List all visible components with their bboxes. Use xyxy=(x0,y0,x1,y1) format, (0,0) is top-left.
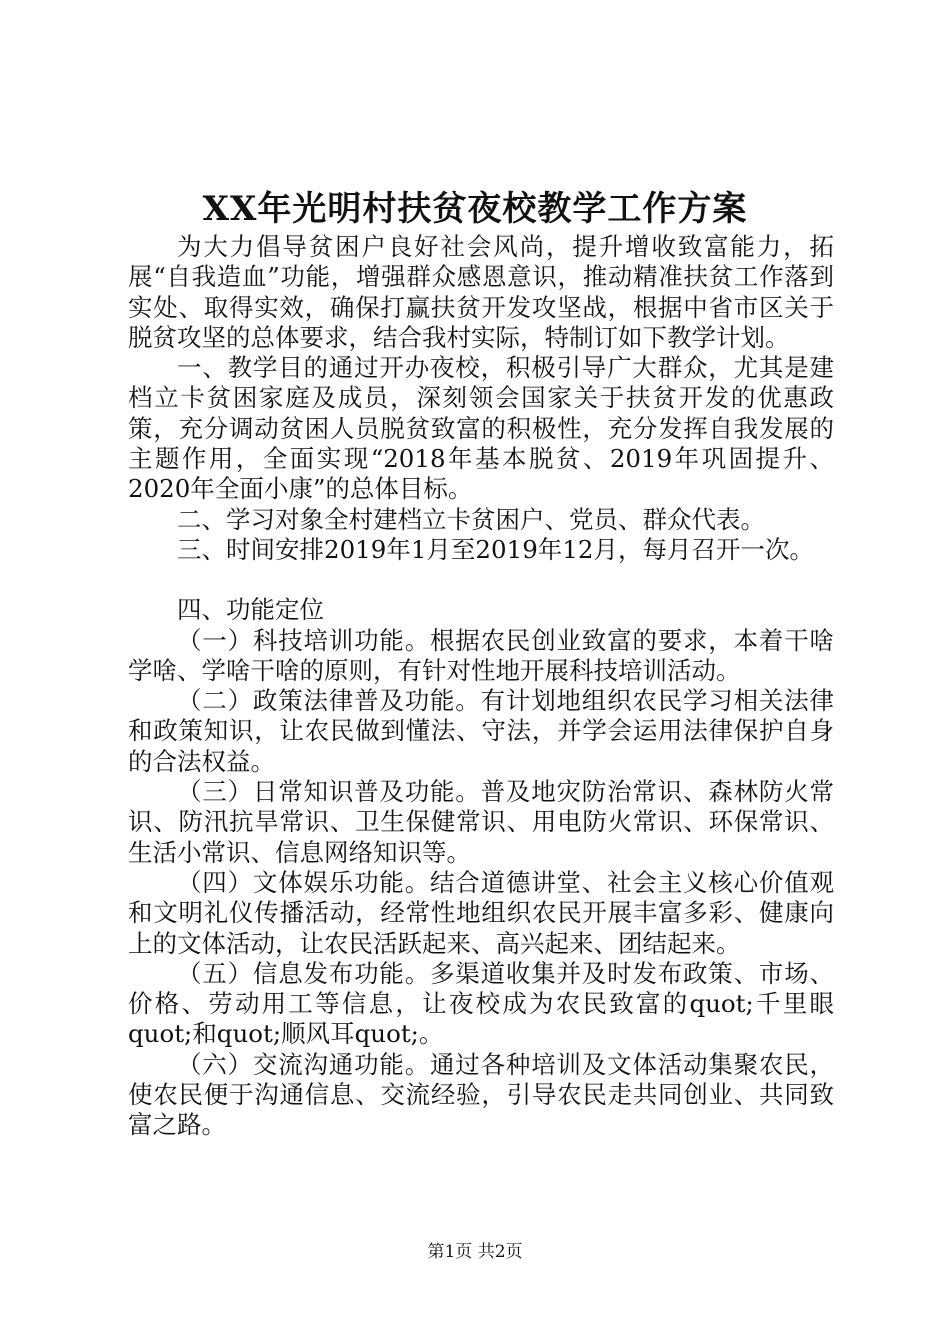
section-learning-targets: 二、学习对象全村建档立卡贫困户、党员、群众代表。 xyxy=(177,504,765,534)
intro-paragraph: 为大力倡导贫困户良好社会风尚，提升增收致富能力，拓展“自我造血”功能，增强群众感恩意识，推动精准扶贫工作落到实处、取得实效，确保打赢扶贫开发攻坚战，根据中省市区关于脱贫攻坚的总体要求，结合我村实际，特制订如下教学计划。 xyxy=(128,232,834,352)
function-item-culture-sports: （四）文体娱乐功能。结合道德讲堂、社会主义核心价值观和文明礼仪传播活动，经常性地组织农民开展丰富多彩、健康向上的文体活动，让农民活跃起来、高兴起来、团结起来。 xyxy=(128,867,834,958)
page-number-footer: 第1页 共2页 xyxy=(427,1242,523,1262)
function-item-policy-law: （二）政策法律普及功能。有计划地组织农民学习相关法律和政策知识，让农民做到懂法、守法，并学会运用法律保护自身的合法权益。 xyxy=(128,686,834,776)
function-item-tech-training: （一）科技培训功能。根据农民创业致富的要求，本着干啥学啥、学啥干啥的原则，有针对性地开展科技培训活动。 xyxy=(128,625,834,685)
section-time-schedule: 三、时间安排2019年1月至2019年12月，每月召开一次。 xyxy=(177,534,814,564)
function-item-communication: （六）交流沟通功能。通过各种培训及文体活动集聚农民，使农民便于沟通信息、交流经验，引导农民走共同创业、共同致富之路。 xyxy=(128,1049,834,1140)
document-body xyxy=(128,232,834,1141)
section-function-heading: 四、功能定位 xyxy=(177,595,324,625)
function-item-daily-knowledge: （三）日常知识普及功能。普及地灾防治常识、森林防火常识、防汛抗旱常识、卫生保健常识、用电防火常识、环保常识、生活小常识、信息网络知识等。 xyxy=(128,777,834,867)
document-title: XX年光明村扶贫夜校教学工作方案 xyxy=(202,189,748,229)
section-teaching-purpose: 一、教学目的通过开办夜校，积极引导广大群众，尤其是建档立卡贫困家庭及成员，深刻领会国家关于扶贫开发的优惠政策，充分调动贫困人员脱贫致富的积极性，充分发挥自我发展的主题作用，全面实现“2018年基本脱贫、2019年巩固提升、2020年全面小康”的总体目标。 xyxy=(128,353,834,504)
function-item-info-release: （五）信息发布功能。多渠道收集并及时发布政策、市场、价格、劳动用工等信息，让夜校成为农民致富的quot;千里眼quot;和quot;顺风耳quot;。 xyxy=(128,958,834,1049)
